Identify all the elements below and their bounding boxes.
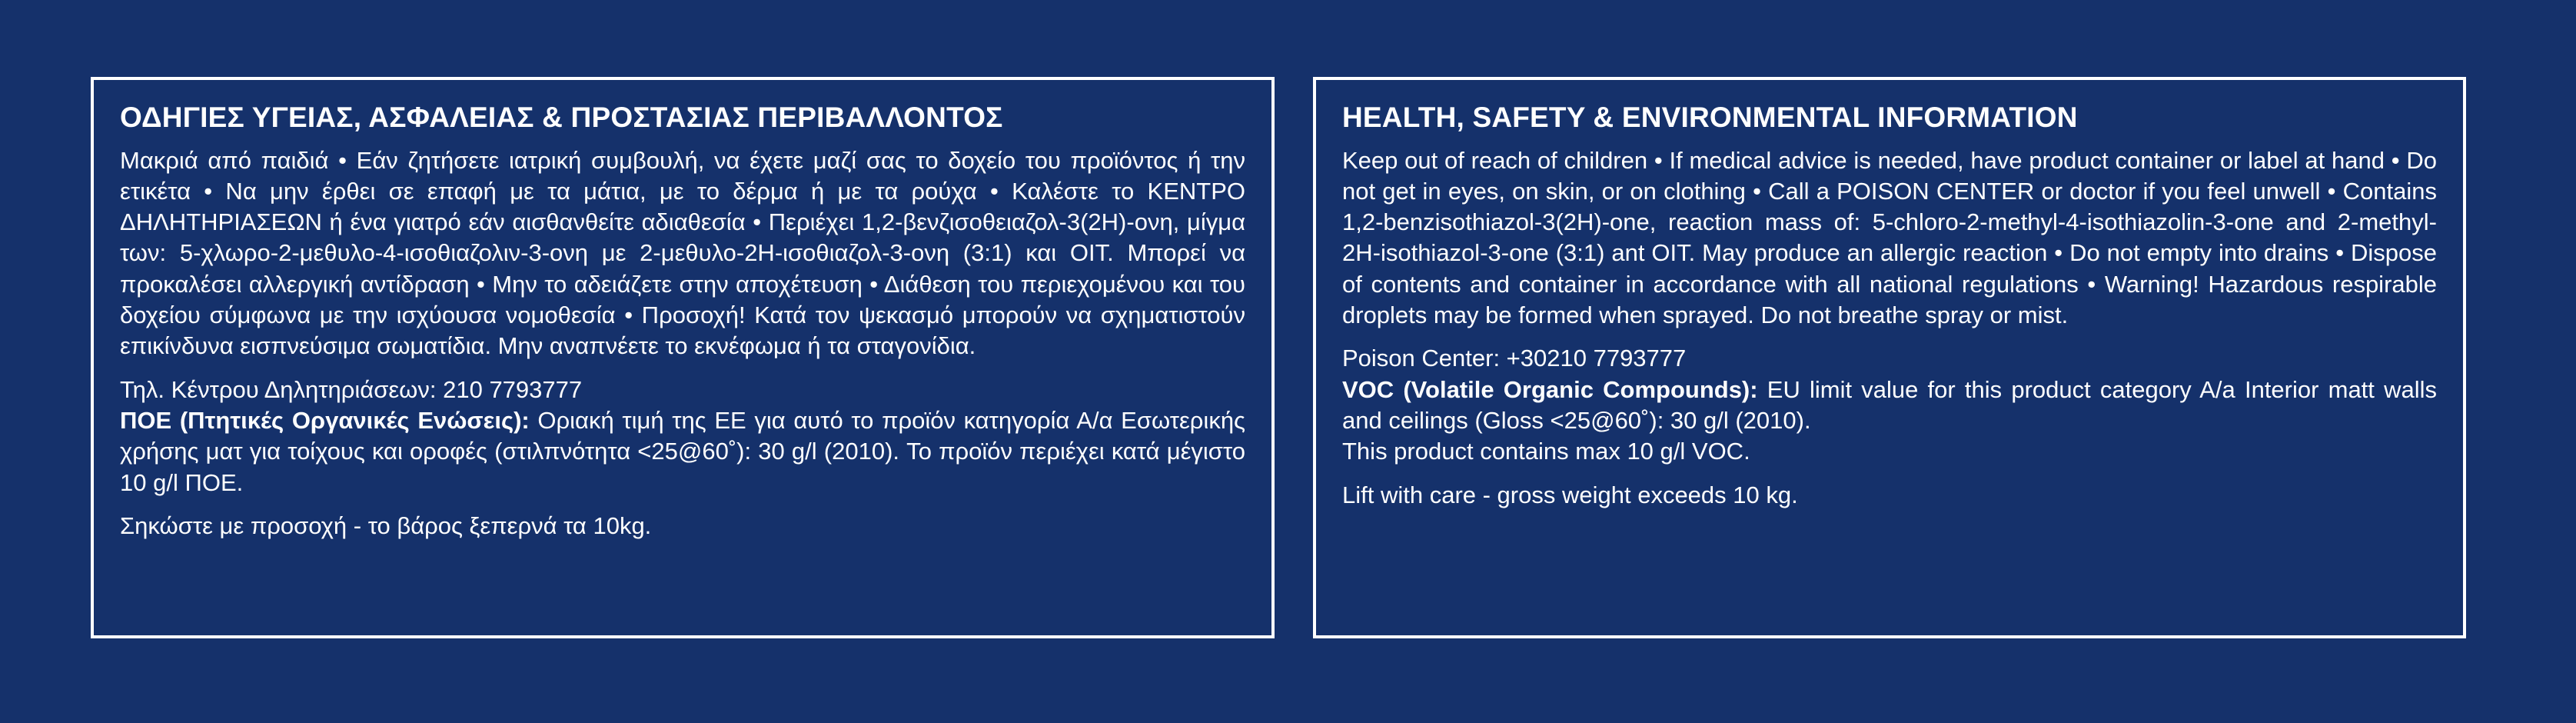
greek-lift-note: Σηκώστε με προσοχή - το βάρος ξεπερνά τα 10kg. [120, 511, 652, 539]
english-panel-title: HEALTH, SAFETY & ENVIRONMENTAL INFORMATION [1342, 102, 2078, 133]
greek-voc-paragraph [120, 405, 1245, 498]
english-voc-paragraph [1342, 375, 2437, 437]
greek-info-panel [91, 77, 1275, 638]
greek-poison-center-line: Τηλ. Κέντρου Δηλητηριάσεων: 210 7793777 [120, 375, 583, 403]
english-voc-extra: This product contains max 10 g/l VOC. [1342, 438, 1750, 465]
english-spacer-1 [1342, 331, 2437, 343]
greek-safety-text: Μακριά από παιδιά • Εάν ζητήσετε ιατρική συμβουλή, να έχετε μαζί σας το δοχείο του προϊόντος ή την ετικέτα • Να μην έρθει σε επαφή με τα μάτια, με το δέρμα ή με τα ρούχα • Καλέστε το ΚΕΝΤΡΟ ΔΗΛΗΤΗΡΙΑΣΕΩΝ ή ένα γιατρό εάν αισθανθείτε αδιαθεσία • Περιέχει 1,2-βενζισοθειαζολ-3(2H)-ονη, μίγμα των: 5-χλωρο-2-μεθυλο-4-ισοθιαζολιν-3-ονη με 2-μεθυλο-2H-ισοθιαζολ-3-ονη (3:1) και OIT. Μπορεί να προκαλέσει αλλεργική αντίδραση • Μην το αδειάζετε στην αποχέτευση • Διάθεση του περιεχομένου και του δοχείου σύμφωνα με την ισχύουσα νομοθεσία • Προσοχή! Κατά τον ψεκασμό μπορούν να σχηματιστούν επικίνδυνα εισπνεύσιμα σωματίδια. Μην αναπνέετε το εκνέφωμα ή τα σταγονίδια. [120, 146, 1245, 360]
english-info-panel [1313, 77, 2466, 638]
greek-panel-title: ΟΔΗΓΙΕΣ ΥΓΕΙΑΣ, ΑΣΦΑΛΕΙΑΣ & ΠΡΟΣΤΑΣΙΑΣ ΠΕΡΙΒΑΛΛΟΝΤΟΣ [120, 102, 1003, 133]
greek-spacer-1 [120, 362, 1245, 375]
english-safety-text: Keep out of reach of children • If medical advice is needed, have product container or label at hand • Do not get in eyes, on skin, or on clothing • Call a POISON CENTER or doctor if you feel unwell • Contains 1,2-benzisothiazol-3(2H)-one, reaction mass of: 5-chloro-2-methyl-4-isothiazolin-3-one and 2-methyl-2H-isothiazol-3-one (3:1) ant OIT. May produce an allergic reaction • Do not empty into drains • Dispose of contents and container in accordance with all national regulations • Warning! Hazardous respirable droplets may be formed when sprayed. Do not breathe spray or mist. [1342, 146, 2437, 329]
english-lift-note: Lift with care - gross weight exceeds 10 kg. [1342, 481, 1798, 508]
english-poison-center-line: Poison Center: +30210 7793777 [1342, 345, 1687, 372]
english-spacer-2 [1342, 468, 2437, 480]
english-voc-label: VOC (Volatile Organic Compounds): [1342, 375, 1758, 403]
greek-spacer-2 [120, 498, 1245, 511]
greek-voc-label: ΠΟΕ (Πτητικές Οργανικές Ενώσεις): [120, 406, 530, 434]
english-voc-text: EU limit value for this product category A/a Interior matt walls and ceilings (Gloss <25@60˚): 30 g/l (2010). [1342, 375, 2437, 434]
greek-voc-text: Οριακή τιμή της ΕΕ για αυτό το προϊόν κατηγορία Α/α Εσωτερικής χρήσης ματ για τοίχους και οροφές (στιλπνότητα <25@60˚): 30 g/l (2010). Το προϊόν περιέχει κατά μέγιστο 10 g/l ΠΟΕ. [120, 406, 1246, 496]
